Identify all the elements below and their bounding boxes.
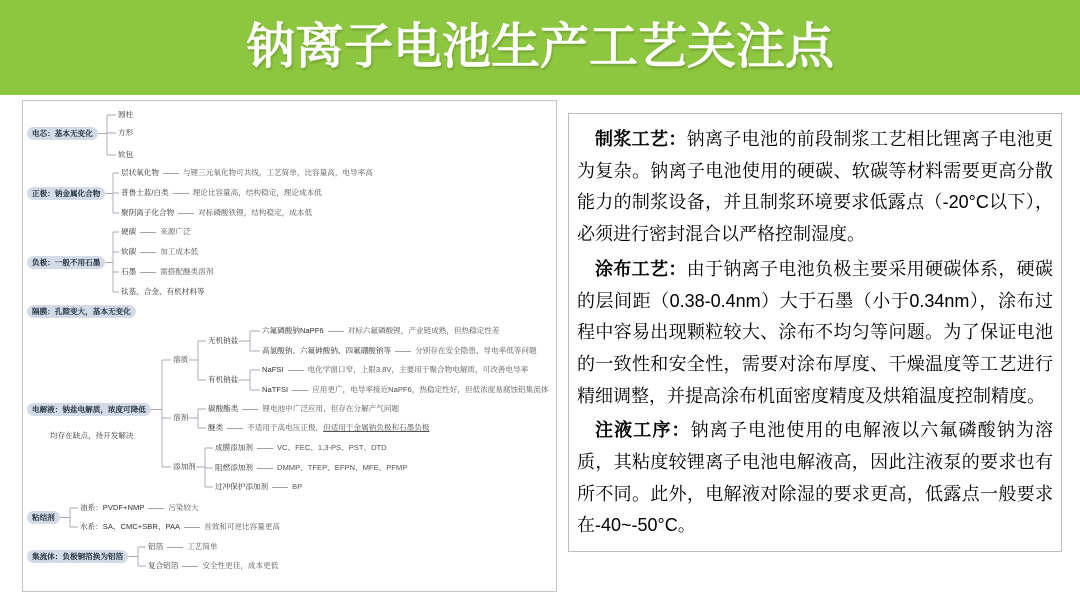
item-desc: 应用更广，电导率接近NaPF6，热稳定性好，但低浓度易腐蚀铝集流体: [312, 385, 549, 394]
paragraph-label: 涂布工艺：: [595, 258, 687, 279]
topic-binder: 粘结剂: [27, 511, 60, 524]
item-name: 钛基、合金、有机材料等: [121, 287, 205, 296]
connector-dash: [140, 232, 156, 233]
cathode-item: [121, 188, 322, 198]
connector-dash: [395, 351, 411, 352]
anode-item: [121, 247, 198, 257]
topic-separator: 隔膜：孔隙变大，基本无变化: [27, 305, 136, 318]
cell-item-pouch: 软包: [118, 150, 134, 159]
anode-item: [121, 227, 191, 237]
item-name: 阻燃添加剂: [215, 463, 253, 472]
topic-cell: 电芯：基本无变化: [27, 127, 98, 140]
item-desc: 不适用于高电压正极，: [247, 423, 324, 432]
connector-dash: [257, 468, 273, 469]
connector-anode: [105, 232, 119, 292]
paragraph-slurry: [577, 124, 1053, 251]
item-name: 普鲁士蓝/白类: [121, 188, 169, 197]
topic-anode: 负极：一般不用石墨: [27, 256, 105, 269]
connector-dash: [173, 193, 189, 194]
item-desc: 来源广泛: [160, 227, 191, 236]
paragraph-text: 钠离子电池使用的电解液以六氟磷酸钠为溶质，其粘度较锂离子电池电解液高，因此注液泵的要求也有所不同。此外，电解液对除湿的要求更高，低露点一般要求在-40~-50°C。: [577, 420, 1054, 536]
cell-item-prismatic: 方形: [118, 128, 134, 137]
additive-item: [215, 443, 387, 453]
item-name: 聚阴离子化合物: [121, 208, 175, 217]
connector-dash: [184, 527, 200, 528]
paragraph-label: 注液工序：: [595, 420, 691, 441]
header-bar: [0, 0, 1080, 95]
binder-item: [80, 522, 280, 532]
paragraph-text: 由于钠离子电池负极主要采用硬碳体系，硬碳的层间距（0.38-0.4nm）大于石墨（小于0.34nm），涂布过程中容易出现颗粒较大、涂布不均匀等问题。为了保证电池的一致性和安全性，需要对涂布厚度、干燥温度等工艺进行精细调整，并提高涂布机面密度精度及烘箱温度控制精度。: [577, 258, 1054, 406]
connector-dash: [167, 547, 183, 548]
connector-dash: [140, 252, 156, 253]
solvent-item: [208, 423, 429, 433]
connector-dash: [227, 428, 243, 429]
electrolyte-solute: 溶质: [173, 355, 189, 364]
slide-title: 钠离子电池生产工艺关注点: [245, 20, 834, 74]
item-desc: 污染较大: [168, 503, 199, 512]
connector-dash: [288, 370, 304, 371]
inorganic-item: [262, 326, 499, 336]
connector-inorganic: [239, 331, 261, 351]
connector-dash: [182, 566, 198, 567]
item-name: 油系：PVDF+NMP: [80, 503, 145, 512]
paragraph-label: 制浆工艺：: [595, 129, 687, 149]
item-name: 铝箔: [148, 542, 164, 551]
binder-item: [80, 503, 199, 513]
item-name: 复合铝箔: [148, 561, 179, 570]
electrolyte-note: 均存在缺点，待开发解决: [50, 431, 134, 440]
topic-electrolyte: 电解液：钠盐电解质，浓度可降低: [27, 403, 151, 416]
electrolyte-solvent: 溶剂: [173, 413, 189, 422]
additive-item: [215, 463, 407, 473]
item-name: 石墨: [121, 267, 137, 276]
item-name: 过冲保护添加剂: [215, 482, 269, 491]
item-desc: VC、FEC、1,3-PS、PST、DTD: [276, 443, 387, 452]
cathode-item: [121, 168, 373, 178]
collector-item: [148, 542, 218, 552]
connector-additive: [196, 448, 213, 487]
anode-item: [121, 287, 205, 297]
topic-cathode: 正极：钠金属化合物: [27, 187, 105, 200]
item-desc: 与锂三元氧化物可共线，工艺简单，比容量高，电导率高: [182, 168, 373, 177]
item-name: NaTFSI: [262, 385, 289, 394]
collector-item: [148, 561, 278, 571]
cathode-item: [121, 208, 312, 218]
item-name: 软碳: [121, 247, 137, 256]
solvent-item: [208, 404, 399, 414]
item-desc: 理论比容量高，结构稳定，理论成本低: [192, 188, 322, 197]
item-desc-underlined: 但适用于金属钠负极和石墨负极: [323, 423, 430, 432]
item-desc: 对标磷酸铁锂，结构稳定，成本低: [198, 208, 313, 217]
connector-dash: [328, 331, 344, 332]
organic-item: [262, 365, 528, 375]
paragraph-text: 钠离子电池的前段制浆工艺相比锂离子电池更为复杂。钠离子电池使用的硬碳、软碳等材料需要更高分散能力的制浆设备，并且制浆环境要求低露点（-20°C以下），必须进行密封混合以严格控制湿度。: [577, 129, 1054, 245]
connector-binder: [60, 508, 78, 527]
item-name: 醚类: [208, 423, 224, 432]
item-desc: 对标六氟磷酸锂，产业链成熟，但热稳定性差: [347, 326, 500, 335]
item-name: 层状氧化物: [121, 168, 159, 177]
connector-dash: [148, 508, 164, 509]
item-name: 六氟磷酸钠NaPF6: [262, 326, 324, 335]
inorganic-item: [262, 346, 537, 356]
anode-item: [121, 267, 213, 277]
connector-dash: [163, 173, 179, 174]
solute-inorganic: 无机钠盐: [208, 336, 239, 345]
topic-collector: 集流体：负极铜箔换为铝箔: [27, 550, 128, 563]
additive-item: [215, 482, 302, 492]
item-name: 水系：SA、CMC+SBR、PAA: [80, 522, 181, 531]
connector-dash: [178, 213, 194, 214]
connector-solvent: [189, 409, 207, 428]
item-name: 碳酸酯类: [208, 404, 239, 413]
item-name: 硬碳: [121, 227, 137, 236]
connector-collector: [129, 547, 147, 566]
connector-organic: [239, 370, 261, 390]
item-desc: 安全性更佳，成本更低: [202, 561, 279, 570]
item-name: 高氯酸钠、六氟砷酸钠、四氟硼酸钠等: [262, 346, 392, 355]
connector-dash: [292, 390, 308, 391]
text-panel: [568, 113, 1062, 552]
item-desc: 电化学窗口窄，上限3.8V，主要用于聚合物电解质，可改善电导率: [307, 365, 529, 374]
connector-dash: [272, 487, 288, 488]
item-name: NaFSI: [262, 365, 284, 374]
organic-item: [262, 385, 548, 395]
electrolyte-additive: 添加剂: [173, 462, 196, 471]
mind-map: [22, 100, 557, 592]
connector-solute: [189, 341, 207, 380]
item-desc: 加工成本低: [160, 247, 199, 256]
item-desc: 工艺简单: [187, 542, 218, 551]
item-desc: BP: [292, 482, 303, 491]
item-desc: 首效和可逆比容量更高: [204, 522, 281, 531]
paragraph-injection: [577, 415, 1053, 542]
paragraph-coating: [577, 254, 1053, 413]
item-name: 成膜添加剂: [215, 443, 253, 452]
connector-dash: [140, 272, 156, 273]
item-desc: DMMP、TFEP、EFPN、MFE、PFMP: [276, 463, 408, 472]
connector-dash: [257, 448, 273, 449]
connector-cell: [98, 115, 116, 155]
item-desc: 锂电池中广泛应用，但存在分解产气问题: [262, 404, 400, 413]
connector-cathode: [105, 173, 119, 213]
cell-item-cylindrical: 圆柱: [118, 110, 134, 119]
item-desc: 分别存在安全隐患、导电率低等问题: [415, 346, 537, 355]
connector-dash: [242, 409, 258, 410]
item-desc: 需搭配醚类溶剂: [160, 267, 214, 276]
solute-organic: 有机钠盐: [208, 375, 239, 384]
connector-electrolyte: [151, 360, 171, 467]
